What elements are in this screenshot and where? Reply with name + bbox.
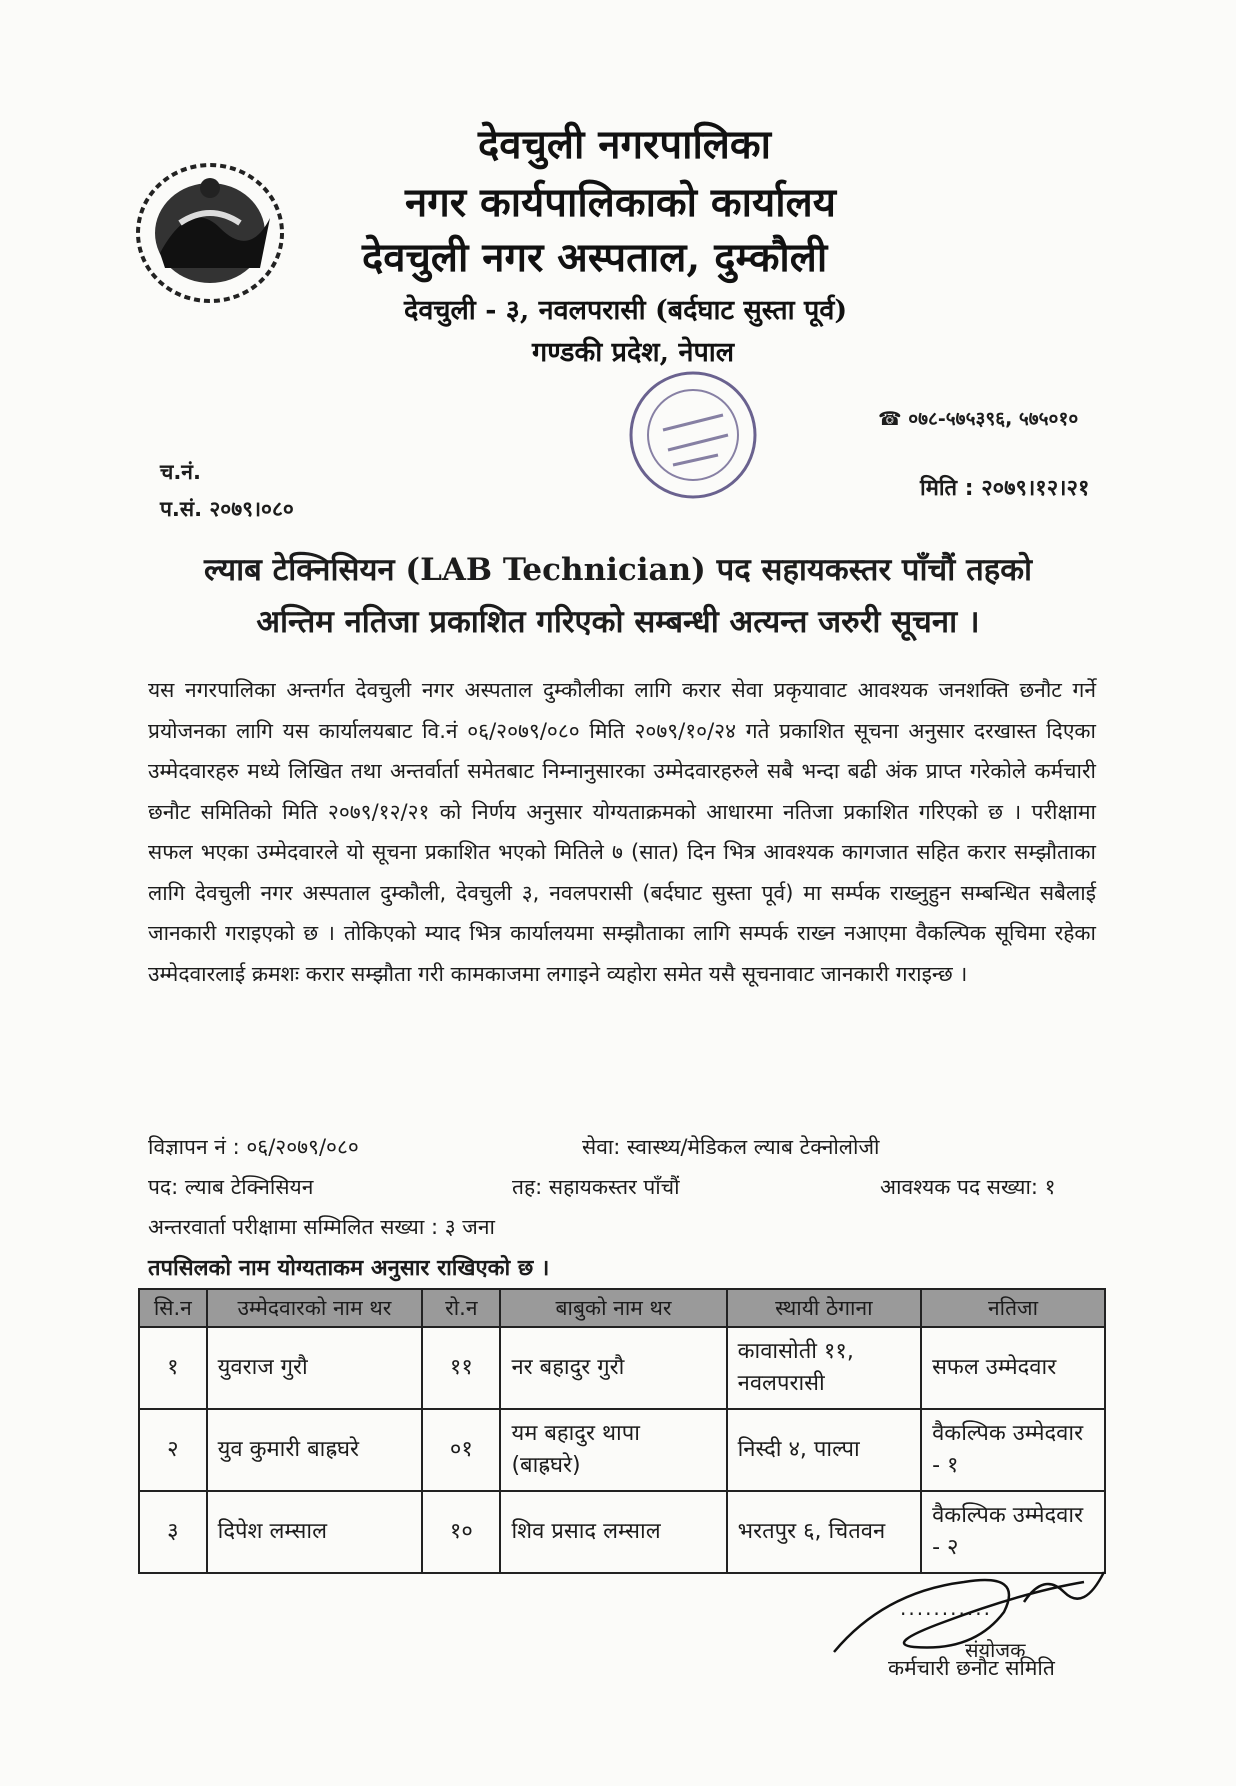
notice-title-line1: ल्याब टेक्निसियन (LAB Technician) पद सहायकस्तर पाँचौं तहको: [203, 552, 1033, 588]
col-header-address: स्थायी ठेगाना: [727, 1289, 921, 1327]
table-row: [139, 1409, 1105, 1491]
phone-numbers: ☎ ०७८-५७५३९६, ५७५०१०: [878, 408, 1079, 430]
col-header-candidate: उम्मेदवारको नाम थर: [207, 1289, 423, 1327]
col-header-father: बाबुको नाम थर: [500, 1289, 726, 1327]
cell-sn: २: [139, 1409, 207, 1491]
signature-line: ...........: [900, 1596, 992, 1620]
nepal-emblem-logo: [130, 158, 290, 312]
cell-roll: ०१: [422, 1409, 500, 1491]
committee-name: कर्मचारी छनौट समिति: [888, 1656, 1055, 1680]
cell-sn: ३: [139, 1491, 207, 1573]
cell-result: सफल उम्मेदवार: [921, 1327, 1105, 1409]
signatory-title: संयोजक: [965, 1638, 1026, 1662]
fiscal-year: प.सं. २०७९।०८०: [160, 497, 294, 521]
interview-count: अन्तरवार्ता परीक्षामा सम्मिलित सख्या : ३ जना: [148, 1215, 495, 1239]
office-name: नगर कार्यपालिकाको कार्यालय: [405, 179, 836, 226]
cell-result: वैकल्पिक उम्मेदवार - २: [921, 1491, 1105, 1573]
table-row: [139, 1327, 1105, 1409]
cell-candidate: दिपेश लम्साल: [207, 1491, 423, 1573]
office-stamp: [608, 360, 778, 514]
cell-address: निस्दी ४, पाल्पा: [727, 1409, 921, 1491]
cell-result: वैकल्पिक उम्मेदवार - १: [921, 1409, 1105, 1491]
notice-title-line2: अन्तिम नतिजा प्रकाशित गरिएको सम्बन्धी अत्यन्त जरुरी सूचना ।: [256, 604, 980, 640]
date: मिति : २०७९।१२।२१: [920, 476, 1090, 501]
cell-roll: ११: [422, 1327, 500, 1409]
results-table: [138, 1288, 1106, 1574]
cell-father: यम बहादुर थापा (बाह्रघरे): [500, 1409, 726, 1491]
municipality-name: देवचुली नगरपालिका: [478, 121, 772, 168]
cell-address: कावासोती ११, नवलपरासी: [727, 1327, 921, 1409]
cell-candidate: युव कुमारी बाह्रघरे: [207, 1409, 423, 1491]
cell-roll: १०: [422, 1491, 500, 1573]
notice-body: यस नगरपालिका अन्तर्गत देवचुली नगर अस्पताल दुम्कौलीका लागि करार सेवा प्रकृयावाट आवश्यक जनशक्ति छनौट गर्ने प्रयोजनका लागि यस कार्यालयबाट वि.नं ०६/२०७९/०८० मिति २०७९/१०/२४ गते प्रकाशित सूचना अनुसार दरखास्त दिएका उम्मेदवारहरु मध्ये लिखित तथा अन्तर्वार्ता समेतबाट निम्नानुसारका उम्मेदवारहरुले सबै भन्दा बढी अंक प्राप्त गरेकोले कर्मचारी छनौट समितिको मिति २०७९/१२/२१ को निर्णय अनुसार योग्यताक्रमको आधारमा नतिजा प्रकाशित गरिएको छ । परीक्षामा सफल भएका उम्मेदवारले यो सूचना प्रकाशित भएको मितिले ७ (सात) दिन भित्र आवश्यक कागजात सहित करार सम्झौताका लागि देवचुली नगर अस्पताल दुम्कौली, देवचुली ३, नवलपरासी (बर्दघाट सुस्ता पूर्व) मा सर्म्पक राख्नुहुन सम्बन्धित सबैलाई जानकारी गराइएको छ । तोकिएको म्याद भित्र कार्यालयमा सम्झौताका लागि सम्पर्क राख्न नआएमा वैकल्पिक सूचिमा रहेका उम्मेदवारलाई क्रमशः करार सम्झौता गरी कामकाजमा लगाइने व्यहोरा समेत यसै सूचनावाट जानकारी गराइन्छ ।: [148, 678, 1096, 986]
col-header-result: नतिजा: [921, 1289, 1105, 1327]
cell-father: नर बहादुर गुरौ: [500, 1327, 726, 1409]
cell-father: शिव प्रसाद लम्साल: [500, 1491, 726, 1573]
address-line: देवचुली - ३, नवलपरासी (बर्दघाट सुस्ता पूर्व): [404, 295, 848, 326]
table-header-row: [139, 1289, 1105, 1327]
hospital-name: देवचुली नगर अस्पताल, दुम्कौली: [362, 234, 828, 281]
cell-candidate: युवराज गुरौ: [207, 1327, 423, 1409]
cell-sn: १: [139, 1327, 207, 1409]
col-header-sn: सि.न: [139, 1289, 207, 1327]
list-note: तपसिलको नाम योग्यताकम अनुसार राखिएको छ ।: [148, 1256, 550, 1281]
advertisement-number: विज्ञापन नं : ०६/२०७९/०८०: [148, 1135, 359, 1159]
service-type: सेवा: स्वास्थ्य/मेडिकल ल्याब टेक्नोलोजी: [582, 1135, 880, 1159]
required-posts: आवश्यक पद सख्या: १: [880, 1175, 1056, 1199]
col-header-roll: रो.न: [422, 1289, 500, 1327]
post-level: तह: सहायकस्तर पाँचौं: [512, 1175, 680, 1199]
province-line: गण्डकी प्रदेश, नेपाल: [532, 337, 735, 368]
cell-address: भरतपुर ६, चितवन: [727, 1491, 921, 1573]
chalani-number: च.नं.: [160, 460, 201, 484]
post-name: पद: ल्याब टेक्निसियन: [148, 1175, 314, 1199]
